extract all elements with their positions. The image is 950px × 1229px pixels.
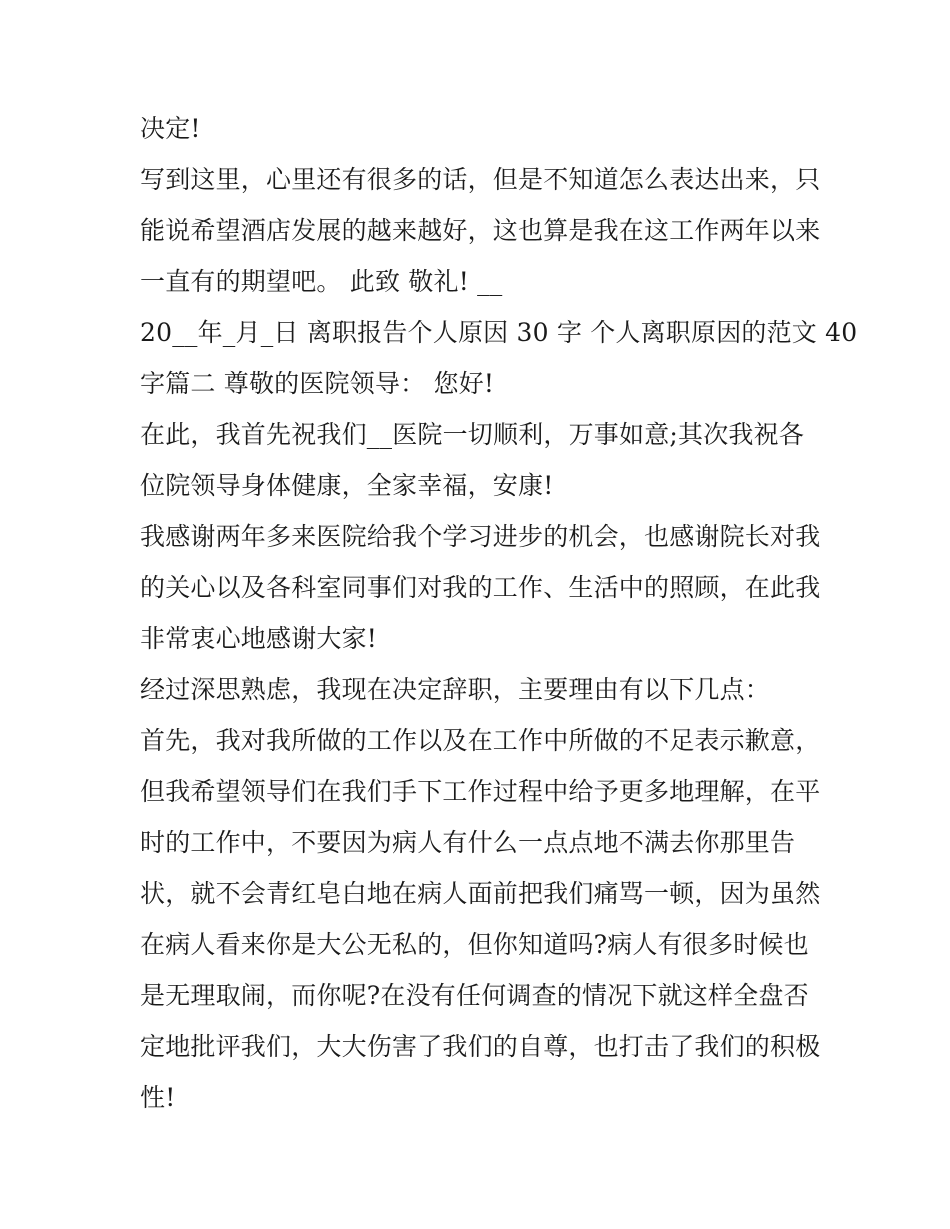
text-line: 在病人看来你是大公无私的，但你知道吗?病人有很多时候也 (140, 930, 809, 959)
text-line: 首先，我对我所做的工作以及在工作中所做的不足表示歉意， (140, 726, 821, 755)
text-line: 在此，我首先祝我们__医院一切顺利，万事如意;其次我祝各 (140, 420, 805, 449)
text-line: 是无理取闹，而你呢?在没有任何调查的情况下就这样全盘否 (140, 981, 809, 1010)
text-line: 定地批评我们，大大伤害了我们的自尊，也打击了我们的积极 (140, 1032, 821, 1061)
text-line: 能说希望酒店发展的越来越好，这也算是我在这工作两年以来 (140, 216, 821, 245)
text-line: 性! (140, 1083, 176, 1112)
text-line: 决定! (140, 114, 201, 143)
text-line: 位院领导身体健康，全家幸福，安康! (140, 471, 554, 500)
text-line: 20__年_月_日 离职报告个人原因 30 字 个人离职原因的范文 40 (140, 318, 858, 347)
text-line: 时的工作中，不要因为病人有什么一点点地不满去你那里告 (140, 828, 796, 857)
text-line: 写到这里，心里还有很多的话，但是不知道怎么表达出来，只 (140, 165, 821, 194)
text-line: 的关心以及各科室同事们对我的工作、生活中的照顾，在此我 (140, 573, 821, 602)
text-line: 经过深思熟虑，我现在决定辞职，主要理由有以下几点： (140, 675, 771, 704)
text-line: 我感谢两年多来医院给我个学习进步的机会，也感谢院长对我 (140, 522, 821, 551)
text-line: 字篇二 尊敬的医院领导： 您好! (140, 369, 495, 398)
text-line: 非常衷心地感谢大家! (140, 624, 378, 653)
text-line: 状，就不会青红皂白地在病人面前把我们痛骂一顿，因为虽然 (140, 879, 821, 908)
text-line: 一直有的期望吧。 此致 敬礼! __ (140, 267, 503, 296)
text-line: 但我希望领导们在我们手下工作过程中给予更多地理解，在平 (140, 777, 821, 806)
